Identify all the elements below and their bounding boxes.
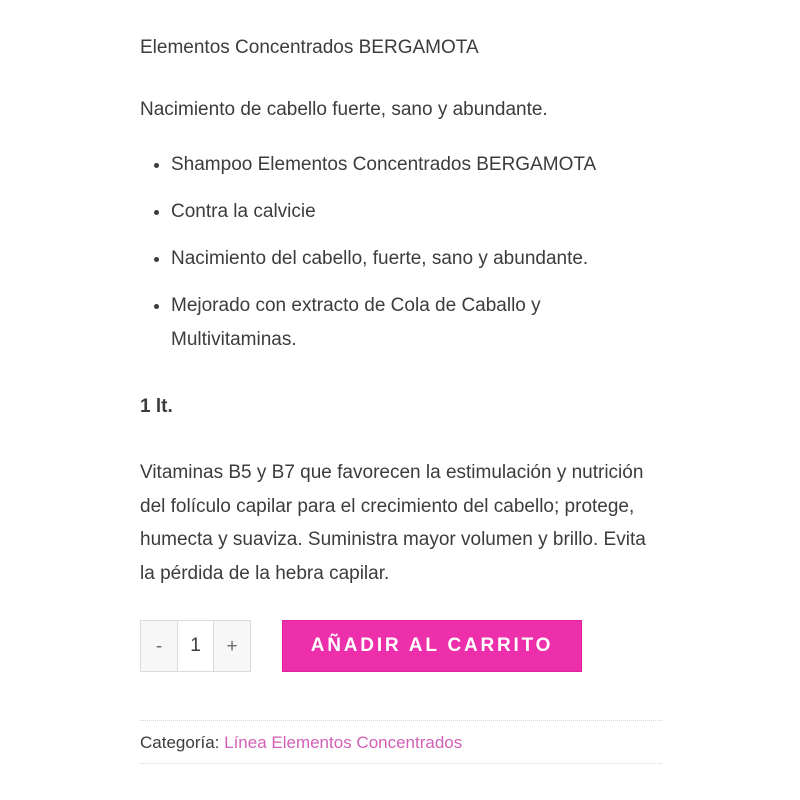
quantity-stepper: [140, 620, 251, 672]
feature-item: • Mejorado con extracto de Cola de Caballo y Multivitaminas.: [171, 289, 662, 357]
product-subtitle: Nacimiento de cabello fuerte, sano y abundante.: [140, 99, 548, 120]
feature-item: • Nacimiento del cabello, fuerte, sano y abundante.: [171, 242, 662, 276]
quantity-decrease-button[interactable]: -: [140, 620, 177, 672]
category-link[interactable]: Línea Elementos Concentrados: [224, 733, 463, 752]
feature-item: • Shampoo Elementos Concentrados BERGAMOTA: [171, 148, 662, 182]
product-summary: [140, 0, 662, 764]
quantity-input[interactable]: [177, 620, 214, 672]
product-meta: [140, 721, 662, 763]
add-to-cart-form: [140, 620, 662, 672]
divider: [140, 763, 662, 764]
feature-list: [140, 148, 662, 357]
product-title: Elementos Concentrados BERGAMOTA: [140, 37, 479, 58]
quantity-increase-button[interactable]: +: [214, 620, 251, 672]
product-description: Vitaminas B5 y B7 que favorecen la estimulación y nutrición del folículo capilar para el crecimiento del cabello; protege, humecta y suaviza. Suministra mayor volumen y brillo. Evita la pérdida de la hebra capilar.: [140, 462, 646, 584]
feature-item: • Contra la calvicie: [171, 195, 662, 229]
product-size: 1 lt.: [140, 396, 173, 417]
add-to-cart-button[interactable]: AÑADIR AL CARRITO: [282, 620, 582, 672]
category-label: Categoría:: [140, 733, 225, 752]
